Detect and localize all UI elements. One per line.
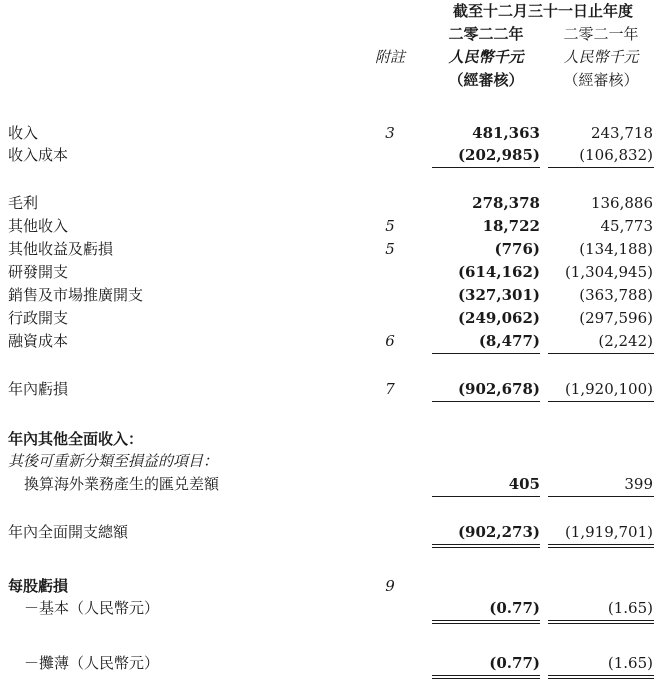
- loss-for-year-note: 7: [385, 380, 395, 398]
- gross-profit-label: 毛利: [8, 194, 39, 212]
- finance-costs-note: 6: [385, 332, 395, 350]
- diluted-label: －攤薄（人民幣元）: [24, 654, 160, 672]
- rd-expenses-label: 研發開支: [8, 263, 69, 281]
- diluted-2021: (1.65): [607, 654, 653, 672]
- finance-costs-2021: (2,242): [598, 332, 653, 350]
- oci-subheading: 其後可重新分類至損益的項目：: [8, 452, 219, 470]
- other-gains-losses-note: 5: [385, 240, 395, 258]
- basic-double-rule-bottom-2021: [548, 623, 654, 624]
- subtotal-rule-2021: [548, 167, 654, 168]
- total-double-rule-top-2022: [432, 544, 540, 545]
- loss-rule-2021: [548, 353, 654, 354]
- subtotal-rule-2022: [432, 167, 540, 168]
- col-2021-unit: 人民幣千元: [563, 48, 639, 66]
- loss-for-year-2021: (1,920,100): [564, 380, 653, 398]
- diluted-double-rule-top-2022: [432, 675, 540, 676]
- total-comprehensive-2022: (902,273): [457, 523, 540, 541]
- rd-expenses-2021: (1,304,945): [564, 263, 653, 281]
- oci-rule-2021: [548, 496, 654, 497]
- total-comprehensive-2021: (1,919,701): [564, 523, 653, 541]
- loss-per-share-note: 9: [385, 577, 395, 595]
- basic-2022: (0.77): [489, 599, 540, 617]
- col-2022-audit: （經審核）: [448, 71, 524, 89]
- total-double-rule-bottom-2022: [432, 547, 540, 548]
- other-gains-losses-label: 其他收益及虧損: [8, 240, 114, 258]
- oci-heading: 年內其他全面收入：: [8, 430, 144, 448]
- other-income-2021: 45,773: [600, 217, 653, 235]
- loss-underline-2022: [432, 401, 540, 402]
- revenue-2022: 481,363: [472, 124, 540, 142]
- loss-underline-2021: [548, 401, 654, 402]
- period-header: 截至十二月三十一日止年度: [452, 2, 633, 20]
- note-column-header: 附註: [374, 48, 405, 66]
- total-double-rule-top-2021: [548, 544, 654, 545]
- fx-translation-2021: 399: [624, 475, 653, 493]
- fx-translation-2022: 405: [508, 475, 540, 493]
- gross-profit-2022: 278,378: [472, 194, 540, 212]
- basic-double-rule-bottom-2022: [432, 623, 540, 624]
- diluted-double-rule-bottom-2021: [548, 678, 654, 679]
- basic-label: －基本（人民幣元）: [24, 599, 160, 617]
- rd-expenses-2022: (614,162): [457, 263, 540, 281]
- other-gains-losses-2021: (134,188): [579, 240, 653, 258]
- admin-expenses-2021: (297,596): [579, 309, 653, 327]
- diluted-2022: (0.77): [489, 654, 540, 672]
- gross-profit-2021: 136,886: [590, 194, 653, 212]
- col-2022-unit: 人民幣千元: [448, 48, 524, 66]
- cost-of-revenue-2021: (106,832): [579, 146, 653, 164]
- col-2022-year: 二零二二年: [448, 25, 524, 43]
- col-2021-year: 二零二一年: [563, 25, 639, 43]
- loss-for-year-2022: (902,678): [457, 380, 540, 398]
- revenue-label: 收入: [8, 124, 39, 142]
- revenue-note: 3: [385, 124, 395, 142]
- basic-double-rule-top-2022: [432, 620, 540, 621]
- total-double-rule-bottom-2021: [548, 547, 654, 548]
- fx-translation-label: 換算海外業務產生的匯兑差額: [24, 475, 220, 493]
- admin-expenses-2022: (249,062): [457, 309, 540, 327]
- cost-of-revenue-2022: (202,985): [457, 146, 540, 164]
- finance-costs-label: 融資成本: [8, 332, 69, 350]
- diluted-double-rule-bottom-2022: [432, 678, 540, 679]
- oci-rule-2022: [432, 496, 540, 497]
- total-comprehensive-label: 年內全面開支總額: [8, 523, 129, 541]
- revenue-2021: 243,718: [590, 124, 653, 142]
- finance-costs-2022: (8,477): [478, 332, 540, 350]
- selling-expenses-label: 銷售及市場推廣開支: [8, 286, 144, 304]
- basic-2021: (1.65): [607, 599, 653, 617]
- loss-for-year-label: 年內虧損: [8, 380, 69, 398]
- col-2021-audit: （經審核）: [563, 71, 639, 89]
- loss-rule-2022: [432, 353, 540, 354]
- admin-expenses-label: 行政開支: [8, 309, 69, 327]
- other-income-2022: 18,722: [482, 217, 540, 235]
- other-income-note: 5: [385, 217, 395, 235]
- selling-expenses-2022: (327,301): [457, 286, 540, 304]
- other-income-label: 其他收入: [8, 217, 69, 235]
- other-gains-losses-2022: (776): [494, 240, 540, 258]
- loss-per-share-label: 每股虧損: [8, 577, 69, 595]
- cost-of-revenue-label: 收入成本: [8, 146, 69, 164]
- basic-double-rule-top-2021: [548, 620, 654, 621]
- selling-expenses-2021: (363,788): [579, 286, 653, 304]
- diluted-double-rule-top-2021: [548, 675, 654, 676]
